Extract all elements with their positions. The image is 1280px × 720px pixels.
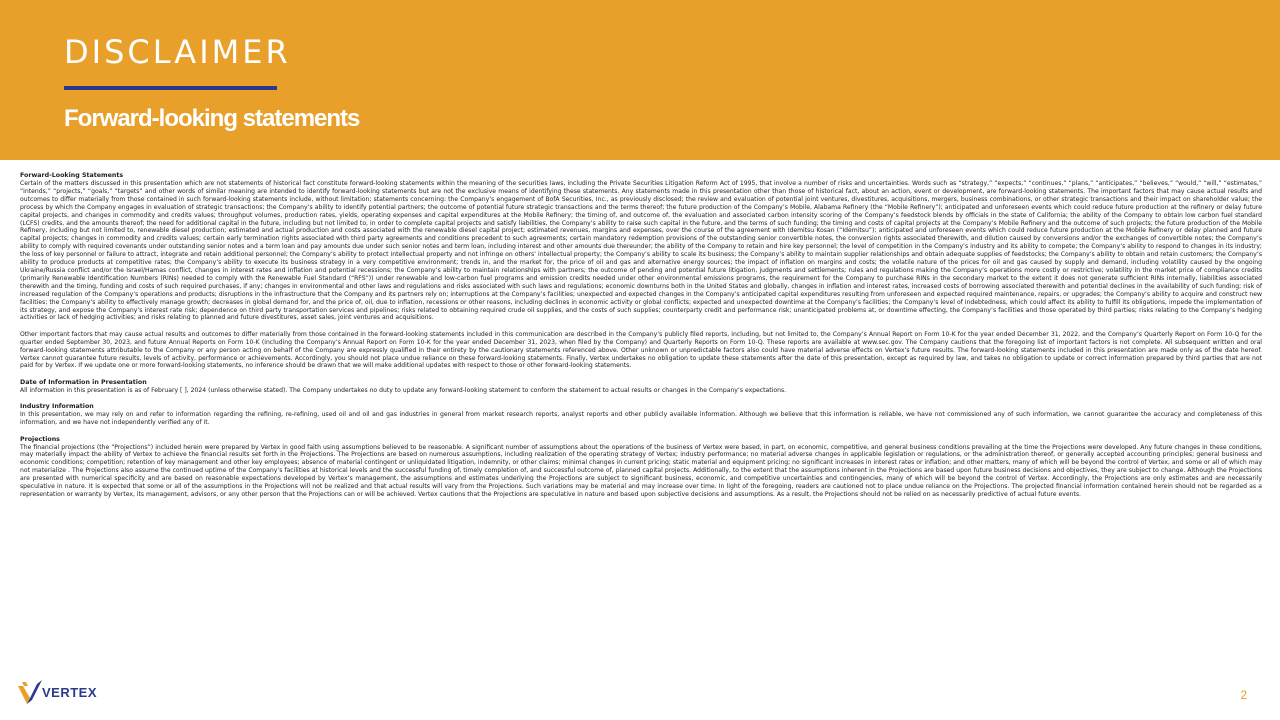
- section-paragraph: Certain of the matters discussed in this presentation which are not statements of historical fact constitute forward-looking statements within the meaning of the securities laws, including the Private Securities Litigation Reform Act of 1995, that involve a number of risks and uncertainties. Words such as “strategy,” “expects,” “continues,” “plans,” “anticipates,” “believes,” “would,” “will,” “estimates,” “intends,” “projects,” “goals,” “targets” and other words of similar meaning are intended to identify forward-looking statements but are not the exclusive means of identifying these statements. Any statements made in this presentation other than those of historical fact, about an action, event or development, are forward-looking statements. The important factors that may cause actual results and outcomes to differ materially from those contained in such forward-looking statements include, without limitation; statements concerning: the Company’s engagement of BofA Securities, Inc., as previously disclosed; the review and evaluation of potential joint ventures, divestitures, acquisitions, mergers, business combinations, or other strategic transactions and their impact on shareholder value; the process by which the Company engages in evaluation of strategic transactions; the Company’s ability to identify potential partners; the outcome of potential future strategic transactions and the terms thereof; the future production of the Company’s Mobile, Alabama Refinery (the “Mobile Refinery”); anticipated and unforeseen events which could reduce future production at the refinery or delay future capital projects, and changes in commodity and credits values; throughput volumes, production rates, yields, operating expenses and capital expenditures at the Mobile Refinery; the timing of, and outcome of, the evaluation and associated carbon intensity scoring of the Company’s feedstock blends by officials in the state of California; the ability of the Company to obtain low carbon fuel standard (LCFS) credits, and the amounts thereof; the need for additional capital in the future, including but not limited to, in order to complete capital projects and satisfy liabilities, the Company’s ability to raise such capital in the future, and the terms of such funding; the timing and costs of capital projects at the Company’s Mobile Refinery and the outcome of such projects; the future production of the Mobile Refinery, including but not limited to, renewable diesel production; estimated and actual production and costs associated with the renewable diesel capital project; estimated revenues, margins and expenses, over the course of the agreement with Idemitsu Kosan (“Idemitsu”); anticipated and unforeseen events which could reduce future production at the Mobile Refinery or delay planned and future capital projects; changes in commodity and credits values; certain early termination rights associated with third party agreements and conditions precedent to such agreements; certain mandatory redemption provisions of the outstanding senior convertible notes, the conversion rights associated therewith, and dilution caused by conversions and/or the exchanges of convertible notes; the Company’s ability to comply with required covenants under outstanding senior notes and a term loan and pay amounts due under such senior notes and term loan, including interest and other amounts due thereunder; the ability of the Company to retain and hire key personnel; the level of competition in the Company’s industry and its ability to compete; the Company’s ability to respond to changes in its industry; the loss of key personnel or failure to attract, integrate and retain additional personnel; the Company’s ability to protect intellectual property and not infringe on others’ intellectual property; the Company’s ability to scale its business; the Company’s ability to maintain supplier relationships and obtain adequate supplies of feedstocks; the Company’s ability to obtain and retain customers; the Company’s ability to produce products at competitive rates; the Company’s ability to execute its business strategy in a very competitive environment; trends in, and the market for, the price of oil and gas and alternative energy sources; the impact of inflation on margins and costs; the volatile nature of the prices for oil and gas caused by supply and demand, including volatility caused by the ongoing Ukraine/Russia conflict and/or the Israel/Hamas conflict, changes in interest rates and inflation and potential recessions; the Company’s ability to maintain relationships with partners; the outcome of pending and potential future litigation, judgments and settlements; rules and regulations making the Company’s operations more costly or restrictive; volatility in the market price of compliance credits (primarily Renewable Identification Numbers (RINs) needed to comply with the Renewable Fuel Standard (“RFS”)) under renewable and low-carbon fuel programs and emission credits needed under other environmental emissions programs, the requirement for the Company to purchase RINs in the secondary market to the extent it does not generate sufficient RINs internally, liabilities associated therewith and the timing, funding and costs of such required purchases, if any; changes in environmental and other laws and regulations and risks associated with such laws and regulations; economic downturns both in the United States and globally, changes in inflation and interest rates, increased costs of borrowing associated therewith and potential declines in the availability of such funding; risk of increased regulation of the Company’s operations and products; disruptions in the infrastructure that the Company and its partners rely on; interruptions at the Company’s facilities; unexpected and expected changes in the Company’s anticipated capital expenditures resulting from unforeseen and expected required maintenance, repairs, or upgrades; the Company’s ability to acquire and construct new facilities; the Company’s ability to effectively manage growth; decreases in global demand for, and the price of, oil, due to inflation, recessions or other reasons, including declines in economic activity or global conflicts; expected and unexpected downtime at the Company’s facilities; the Company’s level of indebtedness, which could affect its ability to fulfill its obligations, impede the implementation of its strategy, and expose the Company’s interest rate risk; dependence on third party transportation services and pipelines; risks related to obtaining required crude oil supplies, and the costs of such supplies; counterparty credit and performance risk; unanticipated problems at, or downtime effecting, the Company’s facilities and those operated by third parties; risks relating to the Company’s hedging activities or lack of hedging activities; and risks relating to planned and future divestitures, asset sales, joint ventures and acquisitions.: [20, 180, 1262, 322]
- vertex-logo-mark-icon: [18, 678, 42, 706]
- title-underline: [64, 86, 277, 90]
- section-paragraph: In this presentation, we may rely on and refer to information regarding the refining, re-refining, used oil and oil and gas industries in general from market research reports, analyst reports and other publicly available information. Although we believe that this information is reliable, we have not commissioned any of such information, we cannot guarantee the accuracy and completeness of this information, and we have not independently verified any of it.: [20, 411, 1262, 427]
- section-heading-date-of-information: Date of Information in Presentation: [20, 378, 147, 386]
- header-banner: [0, 0, 1280, 160]
- vertex-logo: [18, 678, 128, 708]
- page-title: DISCLAIMER: [64, 33, 291, 71]
- page-subtitle: Forward-looking statements: [64, 105, 360, 132]
- disclaimer-body: [20, 172, 1262, 507]
- section-paragraph: Other important factors that may cause actual results and outcomes to differ materially from those contained in the forward-looking statements included in this communication are described in the Company’s publicly filed reports, including, but not limited to, the Company’s Annual Report on Form 10-K for the year ended December 31, 2022, and the Company’s Quarterly Report on Form 10-Q for the quarter ended September 30, 2023, and future Annual Reports on Form 10-K (including the Company’s Annual Report on Form 10-K for the year ended December 31, 2023, when filed by the Company) and Quarterly Reports on Form 10-Q. These reports are available at www.sec.gov. The Company cautions that the foregoing list of important factors is not complete. All subsequent written and oral forward-looking statements attributable to the Company or any person acting on behalf of the Company are expressly qualified in their entirety by the cautionary statements referenced above. Other unknown or unpredictable factors also could have material adverse effects on Vertex’s future results. The forward-looking statements included in this presentation are made only as of the date hereof. Vertex cannot guarantee future results, levels of activity, performance or achievements. Accordingly, you should not place undue reliance on these forward-looking statements. Finally, Vertex undertakes no obligation to update these statements after the date of this presentation, except as required by law, and takes no obligation to update or correct information prepared by third parties that are not paid for by Vertex. If we update one or more forward-looking statements, no inference should be drawn that we will make additional updates with respect to those or other forward-looking statements.: [20, 330, 1262, 370]
- page-number: 2: [1240, 688, 1247, 702]
- section-heading-projections: Projections: [20, 435, 60, 443]
- section-paragraph: The financial projections (the “Projections”) included herein were prepared by Vertex in good faith using assumptions believed to be reasonable. A significant number of assumptions about the operations of the business of Vertex were based, in part, on economic, competitive, and general business conditions prevailing at the time the Projections were developed. Any future changes in these conditions, may materially impact the ability of Vertex to achieve the financial results set forth in the Projections. The Projections are based on numerous assumptions, including realization of the operating strategy of Vertex; industry performance; no material adverse changes in applicable legislation or regulations, or the administration thereof, or generally accepted accounting principles; general business and economic conditions; competition; retention of key management and other key employees; absence of material contingent or unliquidated litigation, indemnity, or other claims; minimal changes in current pricing; static material and equipment pricing; no significant increases in interest rates or inflation; and other matters, many of which will be beyond the control of Vertex, and some or all of which may not materialize . The Projections also assume the continued uptime of the Company’s facilities at historical levels and the successful funding of, timely completion of, and successful outcome of, planned capital projects. Additionally, to the extent that the assumptions inherent in the Projections are based upon future business decisions and objectives, they are subject to change. Although the Projections are presented with numerical specificity and are based on reasonable expectations developed by Vertex’s management, the assumptions and estimates underlying the Projections are subject to significant business, economic, and competitive uncertainties and contingencies, many of which will be beyond the control of Vertex. Accordingly, the Projections are only estimates and are necessarily speculative in nature. It is expected that some or all of the assumptions in the Projections will not be realized and that actual results will vary from the Projections. Such variations may be material and may increase over time. In light of the foregoing, readers are cautioned not to place undue reliance on the Projections. The projected financial information contained herein should not be regarded as a representation or warranty by Vertex, its management, advisors, or any other person that the Projections can or will be achieved. Vertex cautions that the Projections are speculative in nature and based upon subjective decisions and assumptions. As a result, the Projections should not be relied on as necessarily predictive of actual future events.: [20, 443, 1262, 498]
- logo-wordmark: VERTEX: [42, 685, 98, 700]
- section-paragraph: All information in this presentation is as of February [ ], 2024 (unless otherwise stated). The Company undertakes no duty to update any forward-looking statement to conform the statement to actual results or changes in the Company’s expectations.: [20, 386, 787, 394]
- section-heading-forward-looking: Forward-Looking Statements: [20, 172, 124, 179]
- section-heading-industry-information: Industry Information: [20, 403, 94, 411]
